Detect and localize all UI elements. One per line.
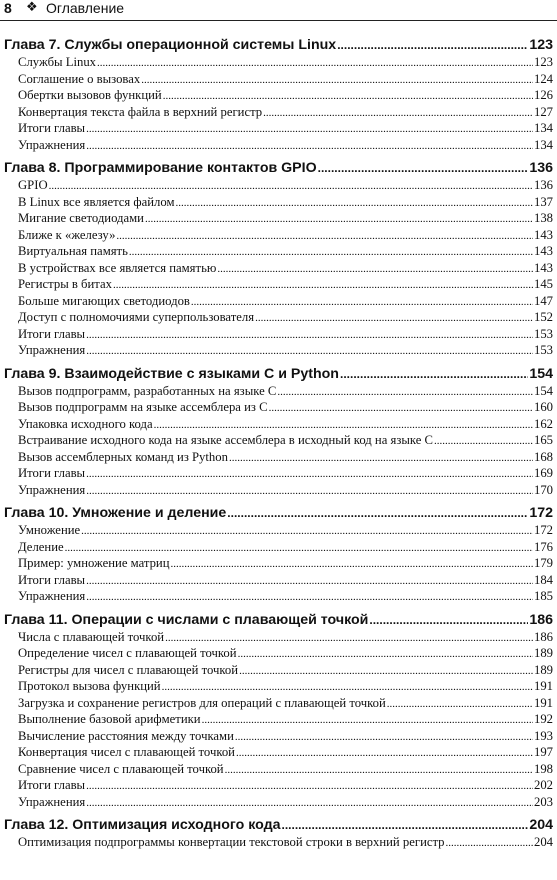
section-page-number: 143 [533,260,553,275]
section-title: Конвертация чисел с плавающей точкой [18,745,235,759]
section-entry [18,728,553,745]
section-title: GPIO [18,178,48,192]
dot-leader [434,432,533,450]
section-page-number: 145 [533,277,553,291]
chapter-title: Глава 12. Оптимизация исходного кода [4,817,281,833]
header-rule [0,20,557,21]
section-title: Числа с плавающей точкой [18,629,165,644]
section-entry [18,342,553,359]
dot-leader [154,416,533,434]
section-entry [18,645,553,662]
section-entry [18,449,553,466]
dot-leader [239,662,533,680]
section-title: Ближе к «железу» [18,227,116,242]
section-title: Больше мигающих светодиодов [18,293,190,308]
section-title: Обертки вызовов функций [18,88,162,102]
section-entry [18,120,553,137]
page-number: 8 [4,0,12,16]
section-page-number: 198 [533,761,553,776]
dot-leader [340,365,528,383]
dot-leader [238,645,533,663]
dot-leader [86,120,533,138]
section-page-number: 160 [533,400,553,414]
section-entry [18,588,553,605]
dot-leader [171,555,533,573]
dot-leader [446,834,533,852]
section-page-number: 147 [533,293,553,308]
chapter-entry [4,36,553,54]
section-title: Регистры в битах [18,277,112,291]
section-page-number: 191 [533,695,553,710]
chapter-entry [4,816,553,834]
section-page-number: 191 [533,679,553,693]
section-page-number: 126 [533,88,553,102]
chapter-title: Глава 8. Программирование контактов GPIO [4,160,317,176]
chapter-page-number: 204 [529,817,553,833]
dot-leader [163,87,533,105]
dot-leader [337,36,528,54]
section-title: В устройствах все является памятью [18,260,217,275]
dot-leader [176,194,533,212]
section-title: Вызов подпрограмм на языке ассемблера из C [18,400,268,414]
section-title: Итоги главы [18,572,86,587]
section-entry [18,399,553,416]
section-entry [18,260,553,277]
section-title: Мигание светодиодами [18,211,144,225]
dot-leader [191,293,533,311]
section-entry [18,711,553,728]
section-entry [18,383,553,400]
section-page-number: 204 [533,835,553,849]
section-entry [18,177,553,194]
section-title: Итоги главы [18,326,86,341]
section-page-number: 186 [533,629,553,644]
section-page-number: 184 [533,572,553,587]
section-entry [18,432,553,449]
section-entry [18,416,553,433]
chapter-title: Глава 9. Взаимодействие с языками C и Python [4,365,339,382]
dot-leader [165,629,533,647]
section-title: Конвертация текста файла в верхний регистр [18,104,263,119]
chapter-entry [4,159,553,177]
section-page-number: 143 [533,244,553,258]
section-page-number: 136 [533,178,553,192]
section-page-number: 124 [533,71,553,86]
section-page-number: 185 [533,589,553,603]
section-entry [18,482,553,499]
section-page-number: 127 [533,104,553,119]
chapter-entry [4,365,553,383]
section-title: Сравнение чисел с плавающей точкой [18,761,224,776]
chapter-entry [4,504,553,522]
section-entry [18,137,553,154]
dot-leader [116,227,533,245]
section-entry [18,293,553,310]
chapter-page-number: 123 [529,37,553,53]
section-entry [18,309,553,326]
dot-leader [86,326,533,344]
dot-leader [86,342,533,360]
table-of-contents [0,36,557,851]
dot-leader [225,761,533,779]
section-title: Упражнения [18,137,86,152]
section-entry [18,210,553,227]
dot-leader [113,276,533,294]
dot-leader [235,728,533,746]
section-entry [18,71,553,88]
section-title: Итоги главы [18,121,86,135]
section-entry [18,243,553,260]
section-page-number: 179 [533,556,553,570]
section-title: Упражнения [18,343,86,357]
page-header [0,0,557,20]
dot-leader [263,104,533,122]
dot-leader [229,449,533,467]
dot-leader [129,243,533,261]
section-title: Упражнения [18,589,86,603]
dot-leader [236,744,533,762]
dot-leader [269,399,533,417]
section-page-number: 170 [533,482,553,497]
dot-leader [86,572,533,590]
chapter-page-number: 154 [529,365,553,382]
section-entry [18,54,553,71]
dot-leader [387,695,533,713]
dot-leader [86,794,533,812]
section-title: Доступ с полномочиями суперпользователя [18,310,255,324]
section-page-number: 172 [533,523,553,537]
dot-leader [277,383,533,401]
chapter-entry [4,611,553,629]
section-entry [18,629,553,646]
section-title: Упражнения [18,794,86,809]
dot-leader [318,159,529,177]
dot-leader [97,54,533,72]
dot-leader [86,482,533,500]
section-page-number: 134 [533,121,553,135]
section-title: Деление [18,539,64,554]
section-entry [18,276,553,293]
section-entry [18,794,553,811]
section-title: Регистры для чисел с плавающей точкой [18,662,239,677]
section-entry [18,572,553,589]
dot-leader [81,522,533,540]
chapter-title: Глава 7. Службы операционной системы Linux [4,37,337,53]
section-title: В Linux все является файлом [18,194,175,209]
section-entry [18,87,553,104]
chapter-page-number: 136 [529,160,553,176]
section-page-number: 123 [533,55,553,69]
section-title: Соглашение о вызовах [18,71,141,86]
ornament-icon: ❖ [26,0,38,15]
section-title: Службы Linux [18,55,97,69]
section-page-number: 189 [533,646,553,660]
section-title: Упаковка исходного кода [18,416,153,431]
chapter-page-number: 186 [529,611,553,628]
section-entry [18,777,553,794]
section-page-number: 153 [533,343,553,357]
dot-leader [227,504,528,522]
section-entry [18,194,553,211]
section-title: Вызов подпрограмм, разработанных на языке C [18,383,277,398]
section-title: Вызов ассемблерных команд из Python [18,449,228,464]
section-entry [18,326,553,343]
section-entry [18,662,553,679]
section-page-number: 176 [533,539,553,554]
section-page-number: 154 [533,383,553,398]
chapter-title: Глава 10. Умножение и деление [4,505,227,521]
section-title: Протокол вызова функций [18,679,161,693]
section-page-number: 197 [533,745,553,759]
section-title: Упражнения [18,482,86,497]
section-page-number: 152 [533,310,553,324]
section-title: Пример: умножение матриц [18,556,170,570]
dot-leader [217,260,533,278]
section-title: Виртуальная память [18,244,128,258]
section-entry [18,465,553,482]
section-page-number: 138 [533,211,553,225]
section-title: Выполнение базовой арифметики [18,712,201,726]
section-entry [18,227,553,244]
dot-leader [86,777,533,795]
section-entry [18,834,553,851]
dot-leader [369,611,528,629]
section-page-number: 153 [533,326,553,341]
section-entry [18,695,553,712]
section-entry [18,761,553,778]
section-title: Определение чисел с плавающей точкой [18,646,237,660]
section-page-number: 162 [533,416,553,431]
section-title: Встраивание исходного кода на языке ассемблера в исходный код на языке C [18,433,433,447]
dot-leader [202,711,533,729]
dot-leader [65,539,533,557]
section-entry [18,678,553,695]
section-page-number: 165 [533,433,553,447]
dot-leader [281,816,528,834]
section-entry [18,522,553,539]
section-entry [18,555,553,572]
section-entry [18,744,553,761]
dot-leader [141,71,533,89]
section-page-number: 137 [533,194,553,209]
section-page-number: 203 [533,794,553,809]
chapter-page-number: 172 [529,505,553,521]
dot-leader [145,210,533,228]
section-entry [18,104,553,121]
section-page-number: 134 [533,137,553,152]
section-title: Вычисление расстояния между точками [18,728,234,743]
section-page-number: 169 [533,466,553,480]
section-title: Оптимизация подпрограммы конвертации текстовой строки в верхний регистр [18,835,445,849]
section-title: Итоги главы [18,466,86,480]
section-page-number: 143 [533,227,553,242]
chapter-title: Глава 11. Операции с числами с плавающей точкой [4,611,369,628]
dot-leader [162,678,533,696]
dot-leader [86,588,533,606]
running-title: Оглавление [46,0,125,16]
dot-leader [86,465,533,483]
section-page-number: 192 [533,712,553,726]
section-page-number: 202 [533,778,553,792]
dot-leader [86,137,533,155]
section-page-number: 168 [533,449,553,464]
section-entry [18,539,553,556]
section-page-number: 189 [533,662,553,677]
section-title: Умножение [18,523,81,537]
dot-leader [255,309,533,327]
dot-leader [49,177,533,195]
section-page-number: 193 [533,728,553,743]
section-title: Загрузка и сохранение регистров для операций с плавающей точкой [18,695,386,710]
section-title: Итоги главы [18,778,86,792]
